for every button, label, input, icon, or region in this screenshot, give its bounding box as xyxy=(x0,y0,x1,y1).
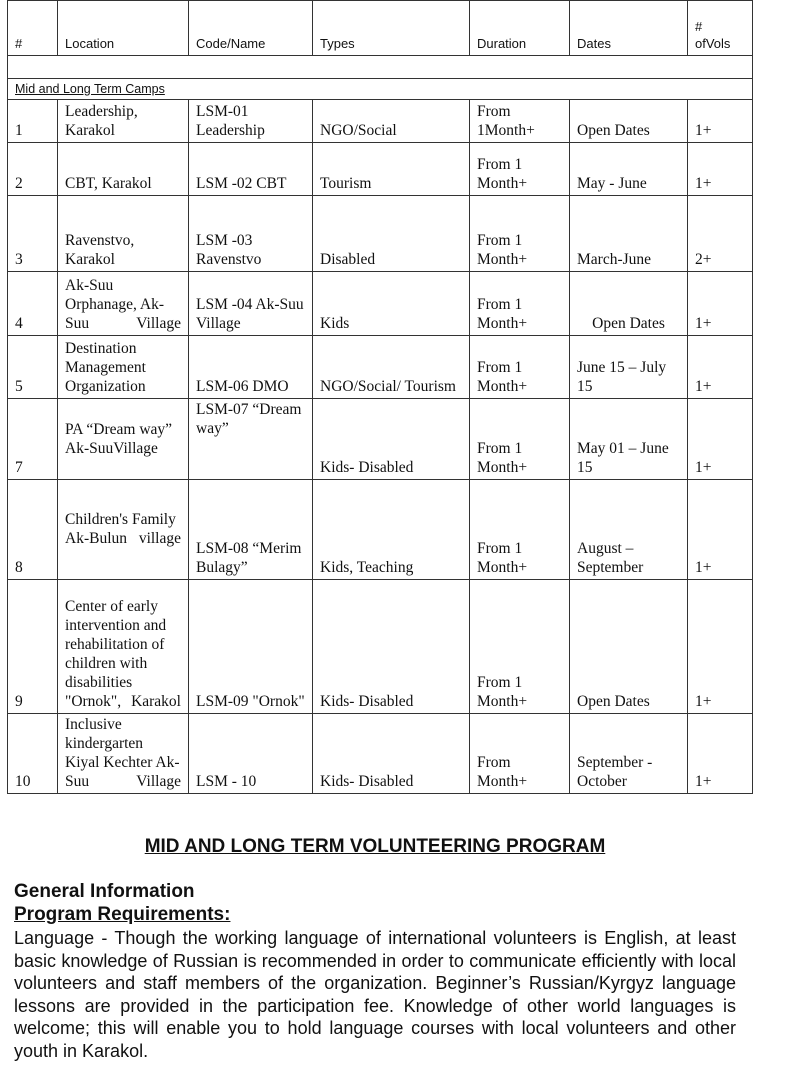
cell-vols: 1+ xyxy=(688,580,753,714)
cell-dates: Open Dates xyxy=(570,580,688,714)
table-row xyxy=(8,714,753,794)
cell-code: LSM -04 Ak-Suu Village xyxy=(189,272,313,336)
general-information-heading: General Information xyxy=(14,881,195,902)
table-row xyxy=(8,480,753,580)
program-title: MID AND LONG TERM VOLUNTEERING PROGRAM xyxy=(144,836,606,857)
cell-code: LSM-09 "Ornok" xyxy=(189,580,313,714)
cell-vols: 1+ xyxy=(688,100,753,143)
cell-num: 3 xyxy=(8,196,58,272)
header-row xyxy=(8,1,753,56)
cell-num: 8 xyxy=(8,480,58,580)
language-paragraph: Language - Though the working language of international volunteers is English, at least basic knowledge of Russian is recommended in order to communicate efficiently with local volunteers and staff members of the organization. Beginner’s Russian/Kyrgyz language lessons are provided in the participation fee. Knowledge of other world languages is welcome; this will enable you to hold language courses with local volunteers and other youth in Karakol. xyxy=(14,928,736,1061)
cell-code: LSM-07 “Dream way” xyxy=(189,399,313,480)
section-label: Mid and Long Term Camps xyxy=(15,81,165,96)
cell-dates: August – September xyxy=(570,480,688,580)
cell-vols: 1+ xyxy=(688,480,753,580)
cell-code: LSM-06 DMO xyxy=(189,336,313,399)
cell-types: Kids- Disabled xyxy=(313,580,470,714)
program-requirements-heading: Program Requirements: xyxy=(14,904,231,925)
header-location: Location xyxy=(58,1,189,56)
cell-types: Kids xyxy=(313,272,470,336)
cell-dates: September - October xyxy=(570,714,688,794)
header-vols xyxy=(688,1,753,56)
cell-code: LSM - 10 xyxy=(189,714,313,794)
cell-dates: June 15 – July 15 xyxy=(570,336,688,399)
table-row xyxy=(8,143,753,196)
cell-dates: May 01 – June 15 xyxy=(570,399,688,480)
cell-duration: From 1 Month+ xyxy=(470,399,570,480)
cell-num: 10 xyxy=(8,714,58,794)
cell-location: Destination Management Organization xyxy=(58,336,189,399)
cell-types: NGO/Social xyxy=(313,100,470,143)
cell-duration: From 1 Month+ xyxy=(470,580,570,714)
cell-vols: 1+ xyxy=(688,272,753,336)
cell-num: 7 xyxy=(8,399,58,480)
section-row xyxy=(8,79,753,100)
cell-dates: May - June xyxy=(570,143,688,196)
cell-types: NGO/Social/ Tourism xyxy=(313,336,470,399)
cell-location: CBT, Karakol xyxy=(58,143,189,196)
table-row xyxy=(8,580,753,714)
cell-vols: 1+ xyxy=(688,143,753,196)
cell-duration: From 1 Month+ xyxy=(470,143,570,196)
cell-location: Ravenstvo, Karakol xyxy=(58,196,189,272)
header-dates: Dates xyxy=(570,1,688,56)
cell-location: Children's Family Ak-Bulun village xyxy=(58,480,189,580)
cell-types: Kids, Teaching xyxy=(313,480,470,580)
cell-location: Inclusive kindergarten Kiyal Kechter Ak-Suu Village xyxy=(58,714,189,794)
cell-duration: From 1 Month+ xyxy=(470,196,570,272)
cell-location: Leadership, Karakol xyxy=(58,100,189,143)
cell-num: 2 xyxy=(8,143,58,196)
header-duration: Duration xyxy=(470,1,570,56)
cell-types: Tourism xyxy=(313,143,470,196)
cell-num: 1 xyxy=(8,100,58,143)
cell-types: Disabled xyxy=(313,196,470,272)
header-types: Types xyxy=(313,1,470,56)
cell-dates: Open Dates xyxy=(570,100,688,143)
cell-duration: From 1 Month+ xyxy=(470,272,570,336)
cell-code: LSM-01 Leadership xyxy=(189,100,313,143)
table-row xyxy=(8,272,753,336)
table-row xyxy=(8,196,753,272)
cell-location: Ak-Suu Orphanage, Ak-Suu Village xyxy=(58,272,189,336)
camps-table xyxy=(7,0,753,794)
cell-vols: 1+ xyxy=(688,399,753,480)
cell-code: LSM -03 Ravenstvo xyxy=(189,196,313,272)
header-code: Code/Name xyxy=(189,1,313,56)
cell-vols: 1+ xyxy=(688,714,753,794)
cell-duration: From 1 Month+ xyxy=(470,480,570,580)
table-row xyxy=(8,399,753,480)
cell-vols: 2+ xyxy=(688,196,753,272)
cell-num: 5 xyxy=(8,336,58,399)
header-vols-label: ofVols xyxy=(695,36,731,51)
header-vols-hash: # xyxy=(695,19,703,34)
cell-types: Kids- Disabled xyxy=(313,399,470,480)
header-num: # xyxy=(8,1,58,56)
cell-duration: From 1Month+ xyxy=(470,100,570,143)
cell-num: 4 xyxy=(8,272,58,336)
cell-dates: March-June xyxy=(570,196,688,272)
cell-num: 9 xyxy=(8,580,58,714)
table-row xyxy=(8,100,753,143)
spacer-row xyxy=(8,56,753,79)
cell-vols: 1+ xyxy=(688,336,753,399)
cell-duration: From 1 Month+ xyxy=(470,336,570,399)
cell-types: Kids- Disabled xyxy=(313,714,470,794)
table-row xyxy=(8,336,753,399)
cell-location: Center of early intervention and rehabilitation of children with disabilities "Ornok", Karakol xyxy=(58,580,189,714)
cell-dates: Open Dates xyxy=(570,272,688,336)
cell-duration: From Month+ xyxy=(470,714,570,794)
cell-location: PA “Dream way” Ak-SuuVillage xyxy=(58,399,189,480)
cell-code: LSM-08 “Merim Bulagy” xyxy=(189,480,313,580)
cell-code: LSM -02 CBT xyxy=(189,143,313,196)
